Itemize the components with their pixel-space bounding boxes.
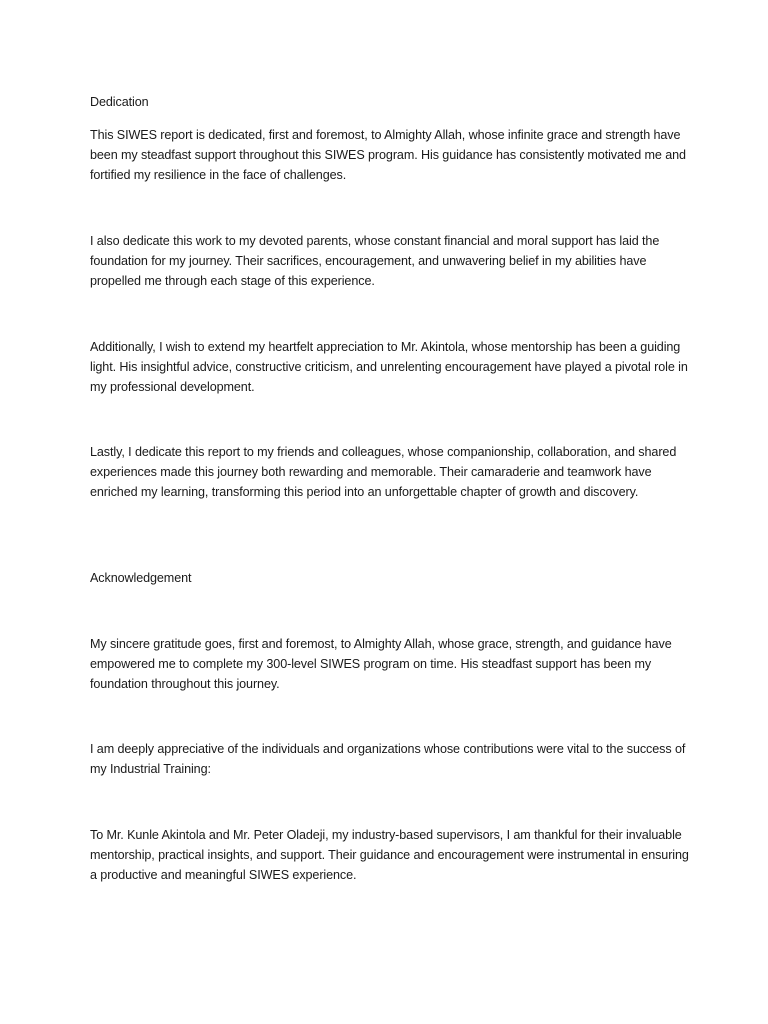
dedication-paragraph: Lastly, I dedicate this report to my friends and colleagues, whose companionship, collaboration, and shared experiences made this journey both rewarding and memorable. Their camaraderie and teamwork have enriched my learning, transforming this period into an unforgettable chapter of growth and discovery.	[90, 445, 677, 499]
acknowledgement-paragraph: I am deeply appreciative of the individuals and organizations whose contributions were vital to the success of my Industrial Training:	[90, 742, 686, 776]
acknowledgement-heading: Acknowledgement	[90, 571, 192, 585]
dedication-heading: Dedication	[90, 95, 149, 109]
dedication-paragraph: This SIWES report is dedicated, first and foremost, to Almighty Allah, whose infinite grace and strength have been my steadfast support throughout this SIWES program. His guidance has consistently motivated me and fortified my resilience in the face of challenges.	[90, 128, 686, 182]
dedication-paragraph: Additionally, I wish to extend my heartfelt appreciation to Mr. Akintola, whose mentorship has been a guiding light. His insightful advice, constructive criticism, and unrelenting encouragement have played a pivotal role in my professional development.	[90, 340, 688, 394]
acknowledgement-paragraph: To Mr. Kunle Akintola and Mr. Peter Oladeji, my industry-based supervisors, I am thankful for their invaluable mentorship, practical insights, and support. Their guidance and encouragement were instrumental in ensuring a productive and meaningful SIWES experience.	[90, 828, 689, 882]
dedication-paragraph: I also dedicate this work to my devoted parents, whose constant financial and moral support has laid the foundation for my journey. Their sacrifices, encouragement, and unwavering belief in my abilities have propelled me through each stage of this experience.	[90, 234, 660, 288]
acknowledgement-paragraph: My sincere gratitude goes, first and foremost, to Almighty Allah, whose grace, strength, and guidance have empowered me to complete my 300-level SIWES program on time. His steadfast support has been my foundation throughout this journey.	[90, 637, 672, 691]
